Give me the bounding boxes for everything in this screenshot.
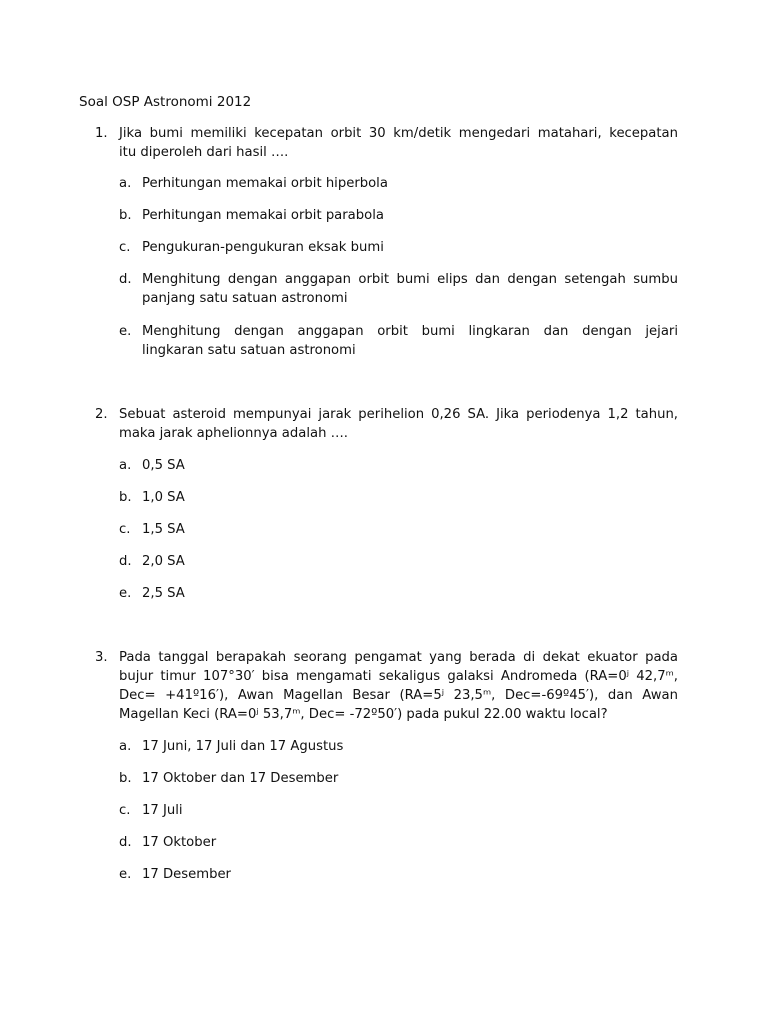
- question-stem: [95, 124, 678, 162]
- question-text-line: Jika bumi memiliki kecepatan orbit 30 km/detik mengedari matahari, kecepatan: [119, 126, 678, 141]
- option-text: [142, 520, 678, 539]
- option-letter: c.: [119, 522, 131, 537]
- option-b: [119, 769, 678, 788]
- option-letter: c.: [119, 240, 131, 255]
- option-list: [95, 456, 678, 603]
- question-text-line: itu diperoleh dari hasil ….: [119, 145, 289, 160]
- option-letter: c.: [119, 803, 131, 818]
- document-title: Soal OSP Astronomi 2012: [79, 94, 252, 110]
- question-text-line: Dec= +41º16′), Awan Magellan Besar (RA=5ʲ 23,5ᵐ, Dec=-69º45′), dan Awan: [119, 688, 678, 703]
- option-text: [142, 488, 678, 507]
- option-letter: b.: [119, 208, 132, 223]
- option-letter: d.: [119, 835, 132, 850]
- option-text-line: 17 Oktober: [142, 835, 217, 850]
- question-3: [95, 648, 678, 884]
- question-text-line: Pada tanggal berapakah seorang pengamat yang berada di dekat ekuator pada: [119, 650, 678, 665]
- option-list: [95, 174, 678, 360]
- option-text: [142, 833, 678, 852]
- question-text: [119, 124, 678, 162]
- question-number: 2.: [95, 407, 108, 422]
- option-text-line: Perhitungan memakai orbit parabola: [142, 208, 384, 223]
- option-text-line: 17 Desember: [142, 867, 231, 882]
- option-a: [119, 174, 678, 193]
- option-a: [119, 737, 678, 756]
- option-text: [142, 737, 678, 756]
- option-letter: a.: [119, 739, 132, 754]
- option-e: [119, 322, 678, 360]
- option-text: [142, 801, 678, 820]
- question-number: 3.: [95, 650, 108, 665]
- option-text-line: 0,5 SA: [142, 458, 185, 473]
- option-text: [142, 552, 678, 571]
- option-text-line: Pengukuran-pengukuran eksak bumi: [142, 240, 384, 255]
- option-letter: e.: [119, 324, 132, 339]
- option-d: [119, 833, 678, 852]
- option-text: [142, 584, 678, 603]
- question-number: 1.: [95, 126, 108, 141]
- option-list: [95, 737, 678, 884]
- option-text-line: 1,0 SA: [142, 490, 185, 505]
- question-2: [95, 405, 678, 603]
- question-text-line: maka jarak aphelionnya adalah ….: [119, 426, 349, 441]
- option-a: [119, 456, 678, 475]
- option-text: [142, 238, 678, 257]
- option-text-line: panjang satu satuan astronomi: [142, 291, 348, 306]
- option-text: [142, 174, 678, 193]
- question-1: [95, 124, 678, 360]
- option-text-line: 17 Juli: [142, 803, 183, 818]
- option-text-line: Menghitung dengan anggapan orbit bumi lingkaran dan dengan jejari: [142, 324, 678, 339]
- option-c: [119, 520, 678, 539]
- option-text: [142, 270, 678, 308]
- option-text: [142, 206, 678, 225]
- option-letter: d.: [119, 554, 132, 569]
- option-text-line: 2,5 SA: [142, 586, 185, 601]
- option-text-line: lingkaran satu satuan astronomi: [142, 343, 356, 358]
- question-text: [119, 648, 678, 724]
- option-letter: d.: [119, 272, 132, 287]
- option-d: [119, 270, 678, 308]
- question-stem: [95, 405, 678, 443]
- option-text: [142, 769, 678, 788]
- option-c: [119, 238, 678, 257]
- option-letter: a.: [119, 176, 132, 191]
- option-text-line: 17 Juni, 17 Juli dan 17 Agustus: [142, 739, 344, 754]
- option-letter: b.: [119, 490, 132, 505]
- option-letter: e.: [119, 586, 132, 601]
- option-text-line: Menghitung dengan anggapan orbit bumi elips dan dengan setengah sumbu: [142, 272, 678, 287]
- option-c: [119, 801, 678, 820]
- option-text: [142, 456, 678, 475]
- option-letter: a.: [119, 458, 132, 473]
- option-text: [142, 322, 678, 360]
- option-letter: e.: [119, 867, 132, 882]
- option-d: [119, 552, 678, 571]
- option-b: [119, 488, 678, 507]
- option-text-line: 17 Oktober dan 17 Desember: [142, 771, 339, 786]
- question-stem: [95, 648, 678, 724]
- option-b: [119, 206, 678, 225]
- option-e: [119, 865, 678, 884]
- question-text-line: Sebuat asteroid mempunyai jarak perihelion 0,26 SA. Jika periodenya 1,2 tahun,: [119, 407, 678, 422]
- option-text-line: Perhitungan memakai orbit hiperbola: [142, 176, 388, 191]
- question-text-line: Magellan Keci (RA=0ʲ 53,7ᵐ, Dec= -72º50′) pada pukul 22.00 waktu local?: [119, 707, 608, 722]
- question-text-line: bujur timur 107°30′ bisa mengamati sekaligus galaksi Andromeda (RA=0ʲ 42,7ᵐ,: [119, 669, 678, 684]
- option-text-line: 1,5 SA: [142, 522, 185, 537]
- option-text: [142, 865, 678, 884]
- option-letter: b.: [119, 771, 132, 786]
- option-text-line: 2,0 SA: [142, 554, 185, 569]
- question-text: [119, 405, 678, 443]
- option-e: [119, 584, 678, 603]
